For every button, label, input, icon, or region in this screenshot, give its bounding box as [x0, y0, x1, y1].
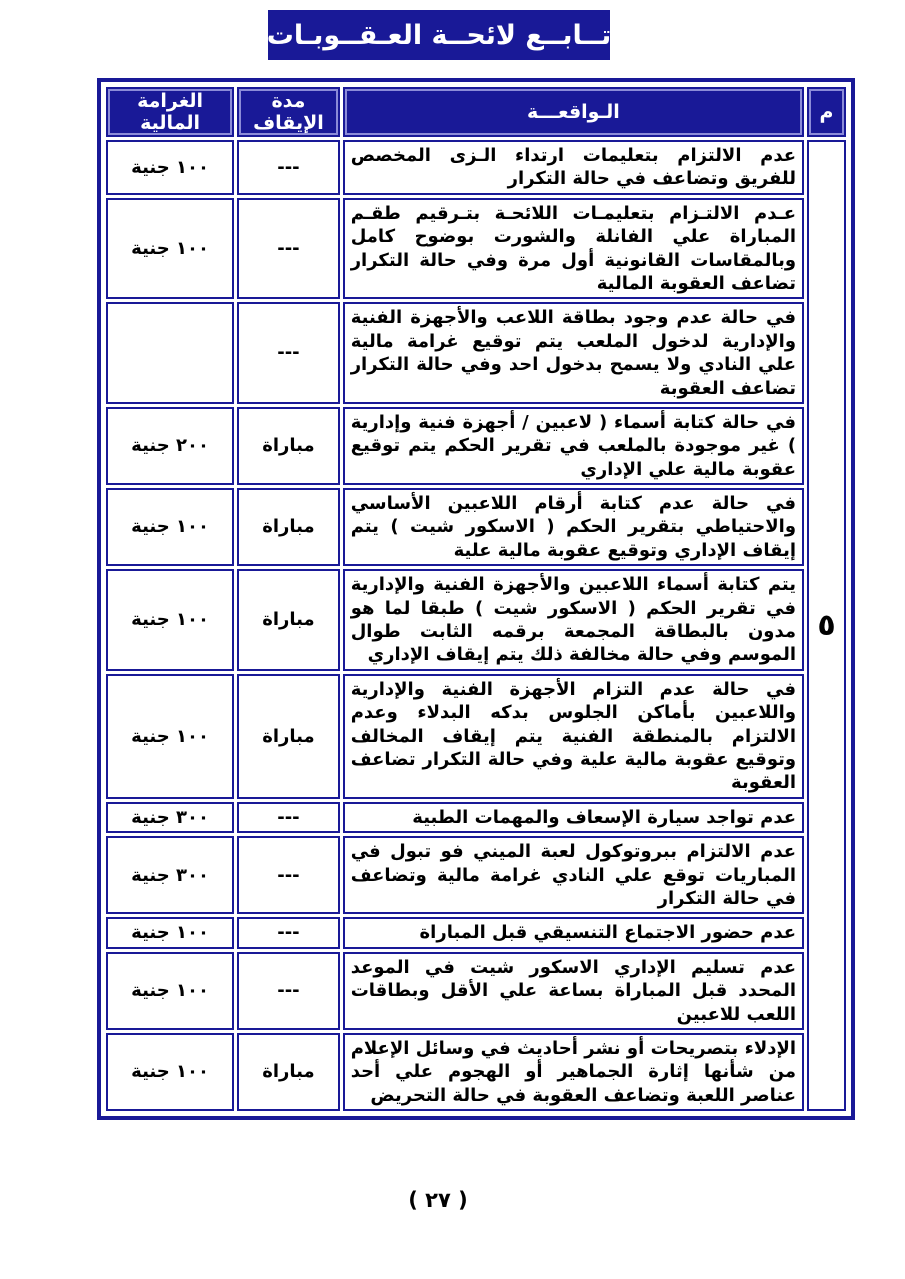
suspension-cell: مباراة	[237, 488, 340, 566]
suspension-cell: مباراة	[237, 674, 340, 799]
table-row	[106, 917, 846, 948]
table-row	[106, 802, 846, 833]
incident-cell: عدم الالتزام ببروتوكول لعبة الميني فو تبول في المباريات توقع علي النادي غرامة مالية وتضاعف في حالة التكرار	[343, 836, 804, 914]
suspension-cell: ---	[237, 917, 340, 948]
suspension-cell: ---	[237, 198, 340, 300]
incident-cell: عدم تواجد سيارة الإسعاف والمهمات الطبية	[343, 802, 804, 833]
penalties-table	[103, 84, 849, 1114]
fine-cell: ٢٠٠ جنية	[106, 407, 234, 485]
table-row	[106, 1033, 846, 1111]
table-row	[106, 488, 846, 566]
suspension-cell: مباراة	[237, 407, 340, 485]
incident-cell: في حالة عدم كتابة أرقام اللاعبين الأساسي والاحتياطي بتقرير الحكم ( الاسكور شيت ) يتم إيقاف الإداري وتوقيع عقوبة مالية علية	[343, 488, 804, 566]
fine-cell: ١٠٠ جنية	[106, 952, 234, 1030]
fine-cell: ٣٠٠ جنية	[106, 836, 234, 914]
suspension-cell: ---	[237, 836, 340, 914]
suspension-cell: ---	[237, 802, 340, 833]
fine-cell	[106, 302, 234, 404]
table-row	[106, 140, 846, 195]
incident-cell: في حالة كتابة أسماء ( لاعبين / أجهزة فنية وإدارية ) غير موجودة بالملعب في تقرير الحكم يتم توقيع عقوبة مالية علي الإداري	[343, 407, 804, 485]
incident-cell: عدم تسليم الإداري الاسكور شيت في الموعد المحدد قبل المباراة بساعة علي الأقل وبطاقات اللعب للاعبين	[343, 952, 804, 1030]
table-row	[106, 952, 846, 1030]
header-suspension: مدة الإيقاف	[237, 87, 340, 137]
page-title: تــابــع لائحــة العـقــوبـات	[266, 19, 612, 51]
incident-cell: عدم الالتزام بتعليمات ارتداء الـزى المخصص للفريق وتضاعف في حالة التكرار	[343, 140, 804, 195]
header-row	[106, 87, 846, 137]
suspension-cell: ---	[237, 302, 340, 404]
incident-cell: يتم كتابة أسماء اللاعبين والأجهزة الفنية والإدارية في تقرير الحكم ( الاسكور شيت ) طبقا لما هو مدون بالبطاقة المجمعة برقمه الثابت طوال الموسم وفي حالة مخالفة ذلك يتم إيقاف الإداري	[343, 569, 804, 671]
incident-cell: عدم حضور الاجتماع التنسيقي قبل المباراة	[343, 917, 804, 948]
fine-cell: ١٠٠ جنية	[106, 140, 234, 195]
fine-cell: ١٠٠ جنية	[106, 1033, 234, 1111]
suspension-cell: مباراة	[237, 569, 340, 671]
table-row	[106, 302, 846, 404]
incident-cell: عـدم الالتـزام بتعليمـات اللائحـة بتـرقيم طقـم المباراة علي الفانلة والشورت بوضوح كامل وبالمقاسات القانونية أول مرة وفي حالة التكرار تضاعف العقوبة المالية	[343, 198, 804, 300]
fine-cell: ٣٠٠ جنية	[106, 802, 234, 833]
header-incident: الـواقعـــة	[343, 87, 804, 137]
penalties-table-frame	[97, 78, 855, 1120]
index-cell: ٥	[807, 140, 846, 1111]
header-fine: الغرامة المالية	[106, 87, 234, 137]
fine-cell: ١٠٠ جنية	[106, 674, 234, 799]
header-index: م	[807, 87, 846, 137]
incident-cell: في حالة عدم وجود بطاقة اللاعب والأجهزة الفنية والإدارية لدخول الملعب يتم توقيع غرامة مالية علي النادي ولا يسمح بدخول احد وفي حالة التكرار تضاعف العقوبة	[343, 302, 804, 404]
incident-cell: الإدلاء بتصريحات أو نشر أحاديث في وسائل الإعلام من شأنها إثارة الجماهير أو الهجوم علي أحد عناصر اللعبة وتضاعف العقوبة في حالة التحريض	[343, 1033, 804, 1111]
suspension-cell: مباراة	[237, 1033, 340, 1111]
table-row	[106, 836, 846, 914]
fine-cell: ١٠٠ جنية	[106, 198, 234, 300]
incident-cell: في حالة عدم التزام الأجهزة الفنية والإدارية واللاعبين بأماكن الجلوس بدكه البدلاء وعدم الالتزام بالمنطقة الفنية يتم إيقاف المخالف وتوقيع عقوبة مالية علية وفي حالة التكرار تضاعف العقوبة	[343, 674, 804, 799]
title-bar	[268, 10, 610, 60]
fine-cell: ١٠٠ جنية	[106, 488, 234, 566]
table-row	[106, 674, 846, 799]
suspension-cell: ---	[237, 140, 340, 195]
table-row	[106, 569, 846, 671]
page-number: ( ٢٧ )	[408, 1188, 468, 1212]
fine-cell: ١٠٠ جنية	[106, 569, 234, 671]
fine-cell: ١٠٠ جنية	[106, 917, 234, 948]
table-row	[106, 407, 846, 485]
table-row	[106, 198, 846, 300]
suspension-cell: ---	[237, 952, 340, 1030]
